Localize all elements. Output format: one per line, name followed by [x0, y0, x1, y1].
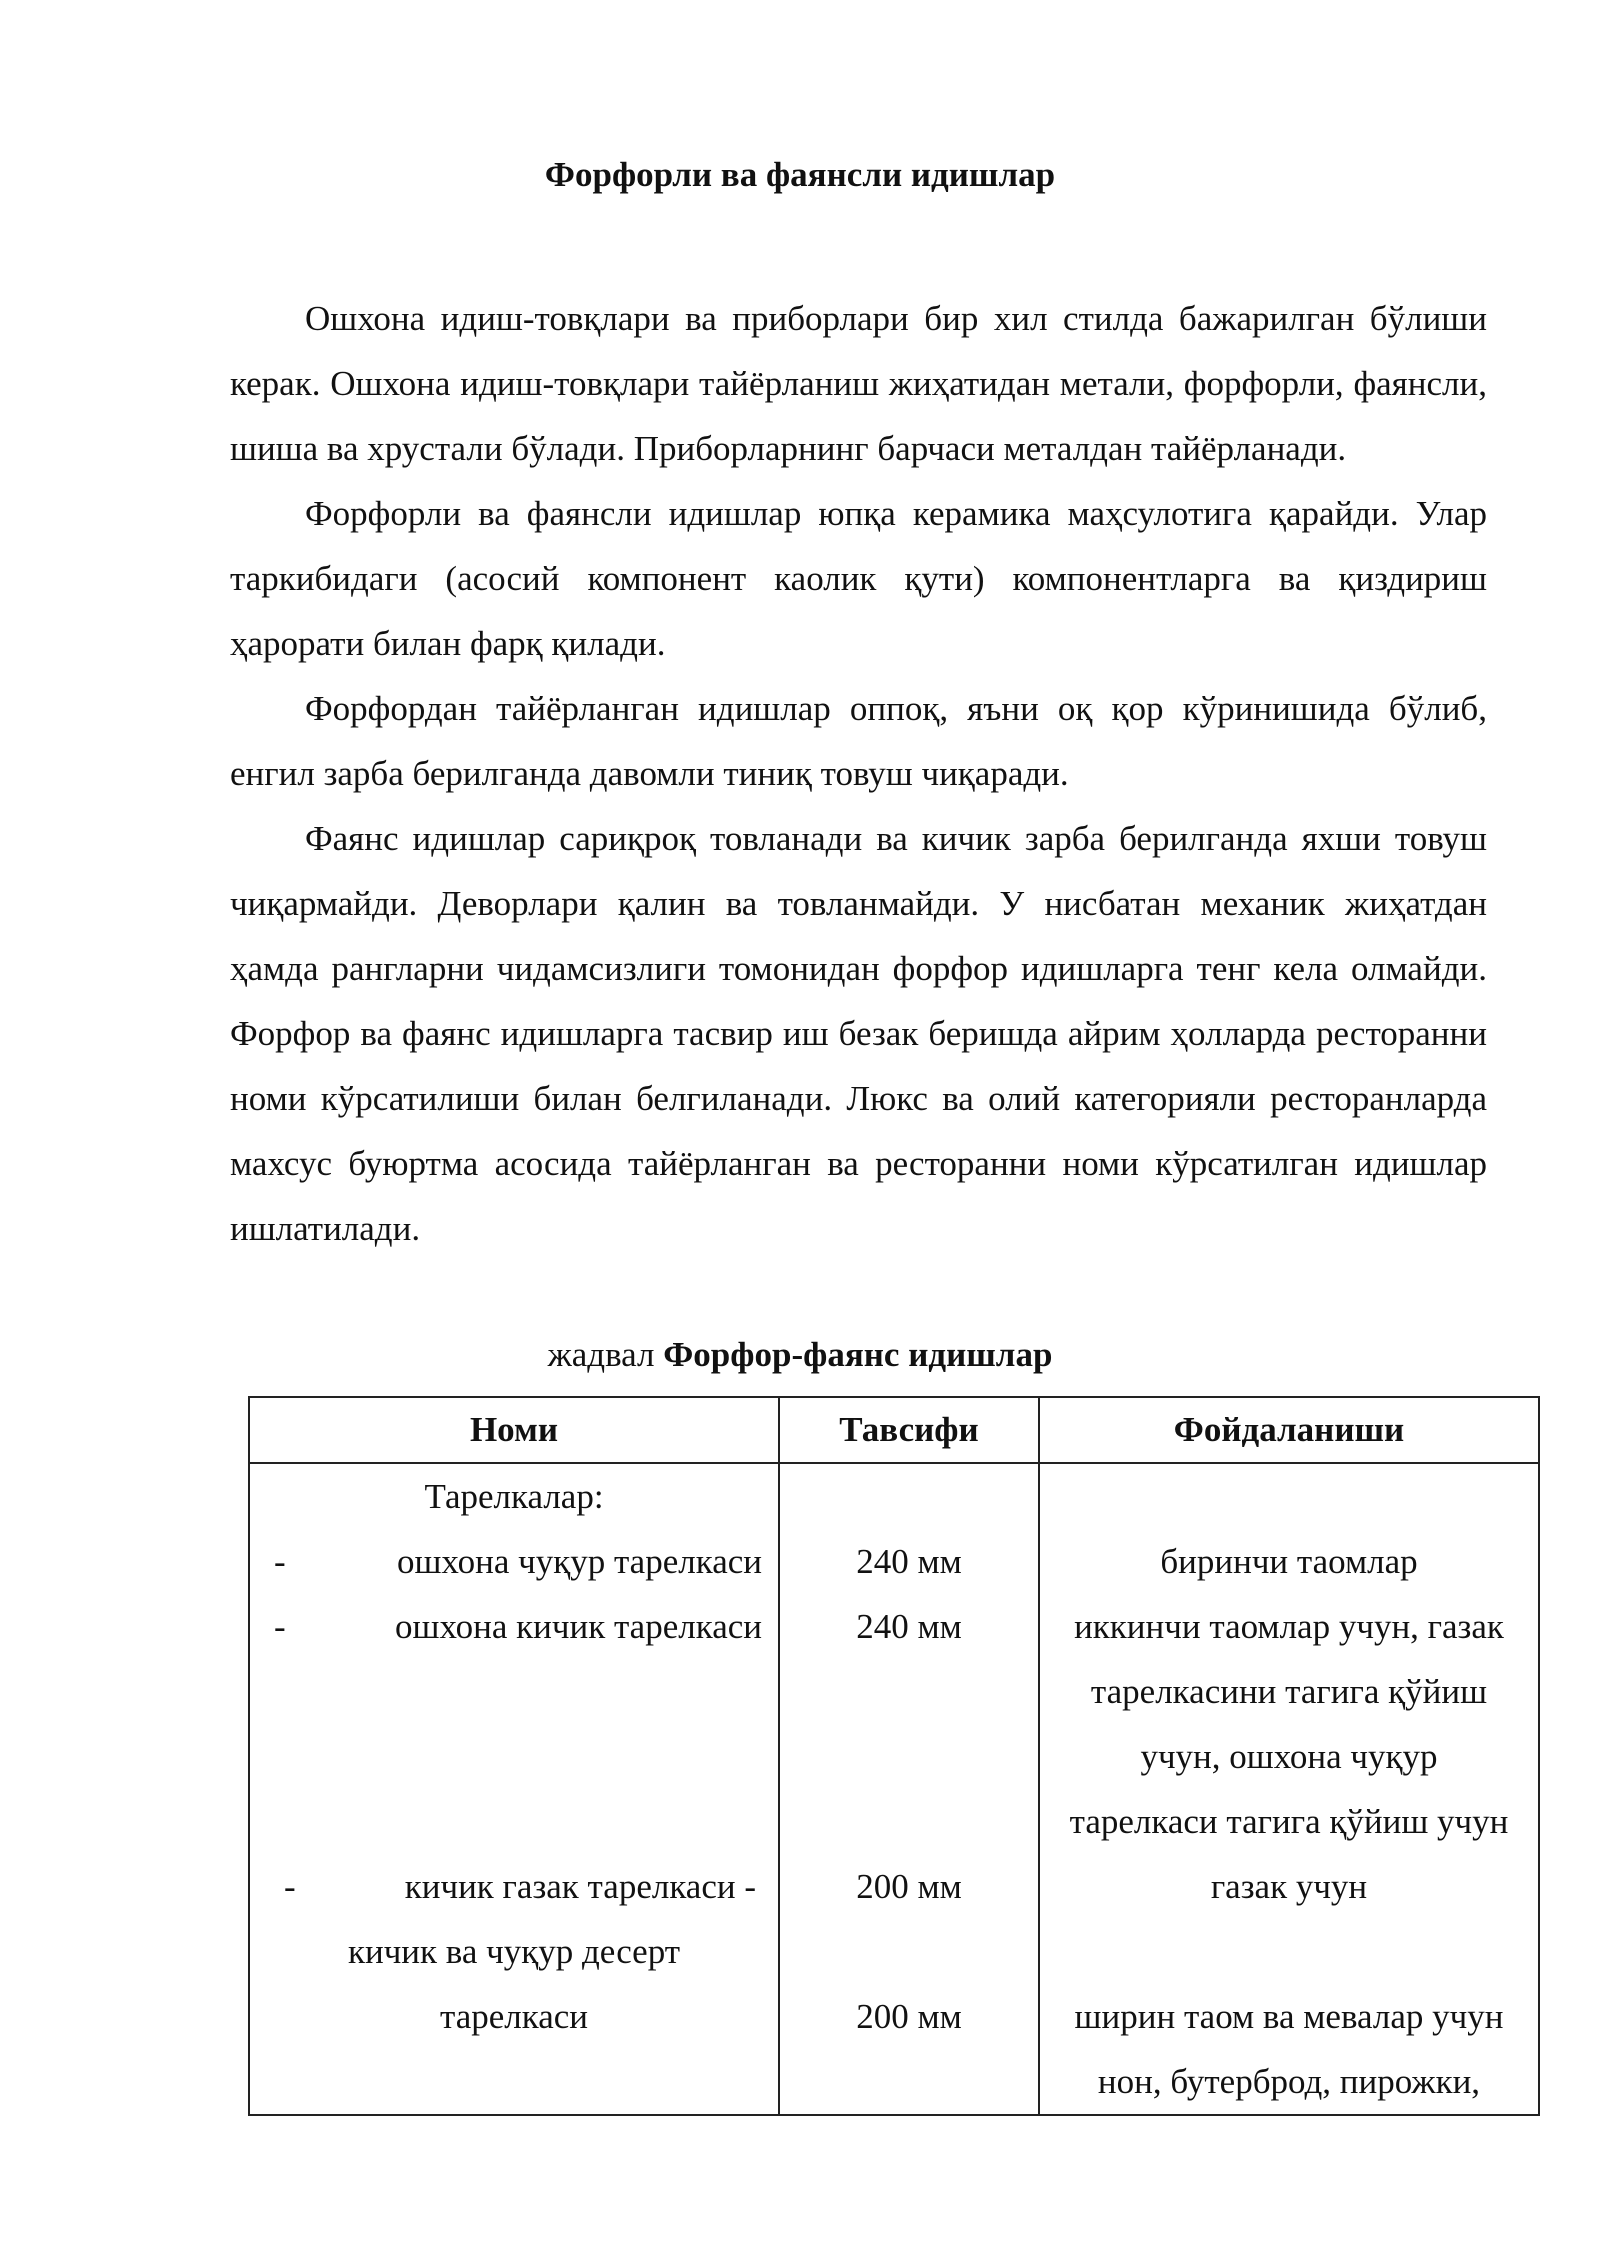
paragraph-2: Форфорли ва фаянсли идишлар юпқа керамика маҳсулотига қарайди. Улар таркибидаги (асосий компонент каолик қути) компонентларга ва қиздириш ҳарорати билан фарқ қилади. — [230, 494, 1487, 663]
list-item — [250, 1594, 778, 1659]
usage-text: учун, ошхона чуқур — [1140, 1737, 1438, 1776]
table-caption — [0, 1322, 1600, 1387]
header-usage: Фойдаланиши — [1039, 1397, 1539, 1463]
item-small-plate: ошхона кичик тарелкаси — [395, 1607, 762, 1646]
dash-marker: - — [274, 1542, 286, 1581]
size-value: 240 мм — [856, 1607, 962, 1646]
size-value: 240 мм — [856, 1542, 962, 1581]
body-text — [230, 286, 1487, 1261]
usage-text: иккинчи таомлар учун, газак — [1074, 1607, 1504, 1646]
dash-marker: - — [274, 1607, 286, 1646]
usage-text: ширин таом ва мевалар учун — [1074, 1997, 1504, 2036]
cell-names — [249, 1463, 779, 2115]
item-deep-plate: ошхона чуқур тарелкаси — [396, 1542, 762, 1581]
table-header-row — [249, 1397, 1539, 1463]
paragraph-4: Фаянс идишлар сариқроқ товланади ва кичик зарба берилганда яхши товуш чиқармайди. Деворлари қалин ва товланмайди. У нисбатан механик жиҳатдан ҳамда рангларни чидамсизлиги томонидан форфор идишларга тенг кела олмайди. Форфор ва фаянс идишларга тасвир иш безак беришда айрим ҳолларда ресторанни номи кўрсатилиши билан белгиланади. Люкс ва олий категорияли ресторанларда махсус буюртма асосида тайёрланган ва ресторанни номи кўрсатилган идишлар ишлатилади. — [230, 819, 1487, 1248]
header-description: Тавсифи — [779, 1397, 1039, 1463]
list-item — [250, 1529, 778, 1594]
size-value: 200 мм — [856, 1867, 962, 1906]
size-value: 200 мм — [856, 1997, 962, 2036]
cell-usage — [1039, 1463, 1539, 2115]
usage-text: тарелкасини тагига қўйиш — [1090, 1672, 1488, 1711]
header-name: Номи — [249, 1397, 779, 1463]
item-dessert-plate-line1: кичик ва чуқур десерт — [347, 1932, 681, 1971]
usage-text: нон, бутерброд, пирожки, — [1097, 2062, 1481, 2101]
plates-heading: Тарелкалар: — [424, 1477, 604, 1516]
item-snack-plate: кичик газак тарелкаси - — [404, 1867, 756, 1906]
usage-text: биринчи таомлар — [1160, 1542, 1418, 1581]
document-title: Форфорли ва фаянсли идишлар — [544, 155, 1056, 194]
paragraph-1: Ошхона идиш-товқлари ва приборлари бир хил стилда бажарилган бўлиши керак. Ошхона идиш-товқлари тайёрланиш жиҳатидан метали, форфорли, фаянсли, шиша ва хрустали бўлади. Приборларнинг барчаси металдан тайёрланади. — [230, 299, 1487, 468]
dash-marker: - — [284, 1867, 296, 1906]
table-caption-prefix: жадвал — [547, 1335, 655, 1374]
usage-text: тарелкаси тагига қўйиш учун — [1069, 1802, 1509, 1841]
table-caption-title: Форфор-фаянс идишлар — [663, 1335, 1053, 1374]
list-item — [250, 1854, 778, 1919]
cell-descriptions — [779, 1463, 1039, 2115]
item-dessert-plate-line2: тарелкаси — [439, 1997, 589, 2036]
dishes-table — [248, 1396, 1540, 2116]
usage-text: газак учун — [1210, 1867, 1368, 1906]
table-row — [249, 1463, 1539, 2115]
paragraph-3: Форфордан тайёрланган идишлар оппоқ, яъни оқ қор кўринишида бўлиб, енгил зарба берилганда давомли тиниқ товуш чиқаради. — [230, 689, 1487, 793]
